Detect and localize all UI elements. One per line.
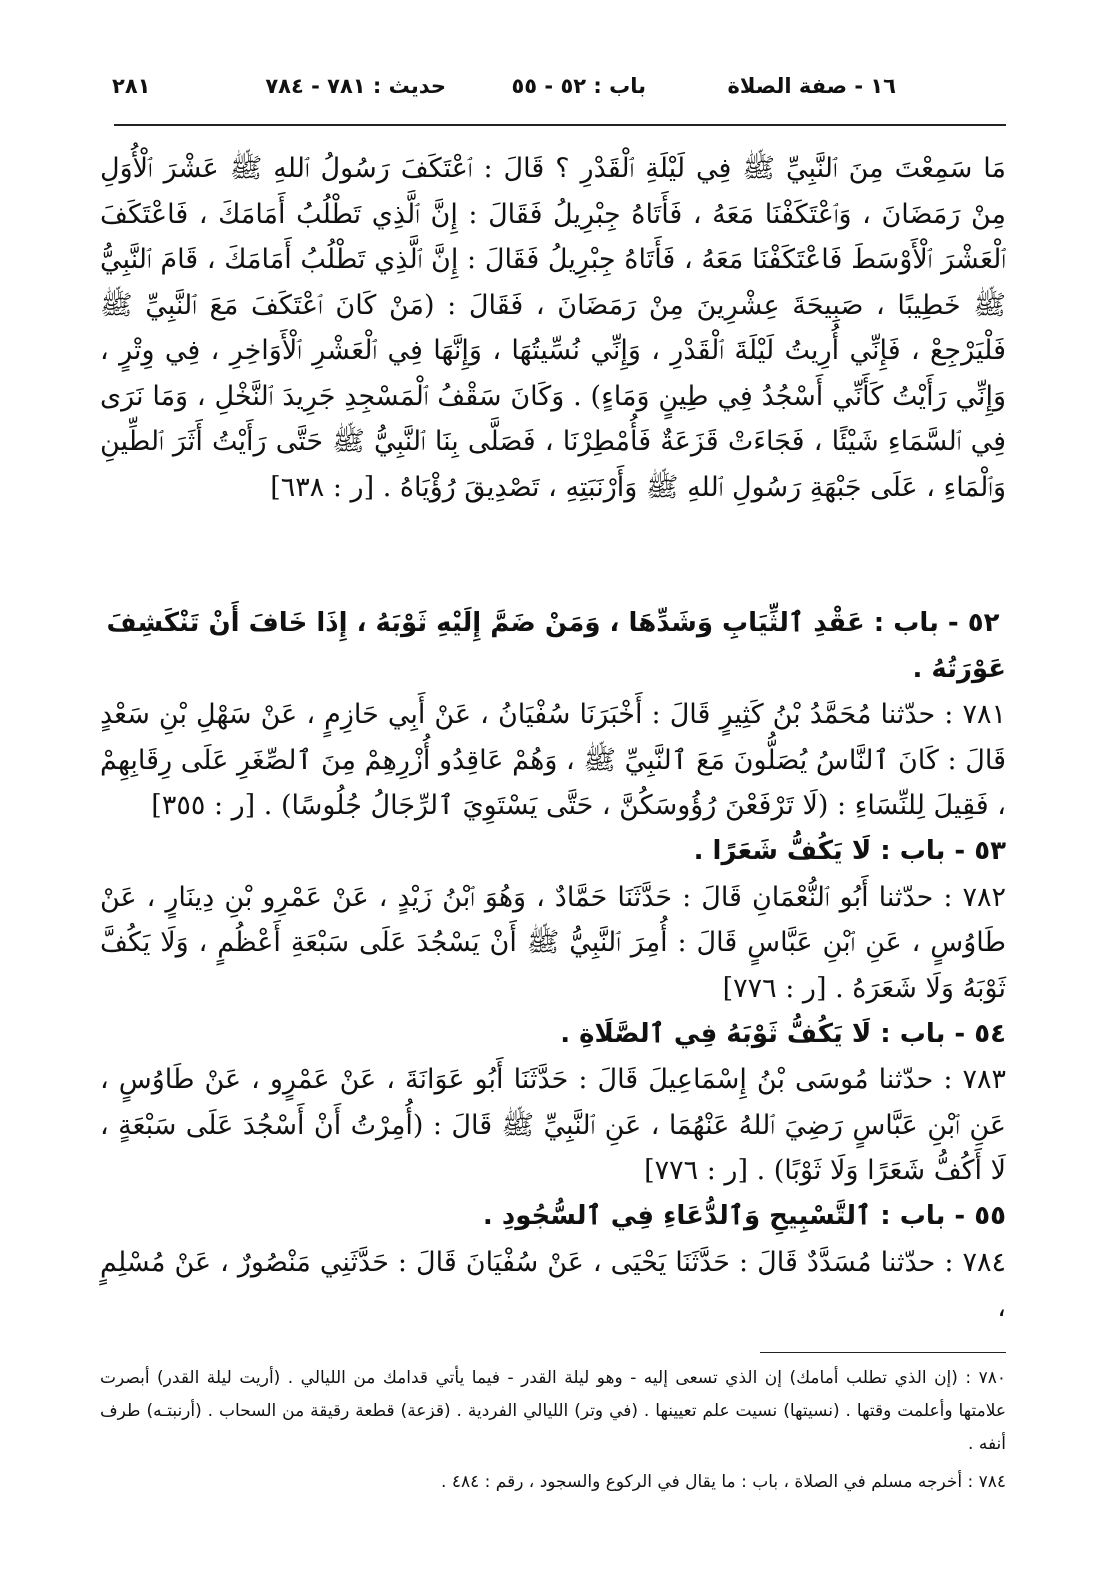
hadith-784: ٧٨٤ : حدّثنا مُسَدَّدٌ قَالَ : حَدَّثَنَا يَحْيَى ، عَنْ سُفْيَانَ قَالَ : حَدَّثَنِي مَنْصُورٌ ، عَنْ مُسْلِمٍ ، <box>100 1246 1006 1323</box>
page-number: ٢٨١ <box>112 74 151 98</box>
hadith-782: ٧٨٢ : حدّثنا أَبُو ٱلنُّعْمَانِ قَالَ : حَدَّثَنَا حَمَّادٌ ، وَهُوَ ٱبْنُ زَيْدٍ ، عَنْ عَمْرِو بْنِ دِينَارٍ ، عَنْ طَاوُسٍ ، عَنِ ٱبْنِ عَبَّاسٍ قَالَ : أُمِرَ ٱلنَّبِيُّ ﷺ أَنْ يَسْجُدَ عَلَى سَبْعَةِ أَعْظُمٍ ، وَلَا يَكُفَّ ثَوْبَهُ وَلَا شَعَرَهُ . [ر : ٧٧٦] <box>100 881 1006 1004</box>
footnote-780: ٧٨٠ : (إن الذي تطلب أمامك) إن الذي تسعى إليه - وهو ليلة القدر - فيما يأتي قدامك من الليالي . (أريت ليلة القدر) أبصرت علامتها وأعلمت وقتها . (نسيتها) نسيت علم تعيينها . (في وتر) الليالي الفردية . (قزعة) قطعة رقيقة من السحاب . (أرنبتـه) طرف أنفه . <box>100 1368 1006 1454</box>
hadith-783: ٧٨٣ : حدّثنا مُوسَى بْنُ إِسْمَاعِيلَ قَالَ : حَدَّثَنَا أَبُو عَوَانَةَ ، عَنْ عَمْرٍو ، عَنْ طَاوُسٍ ، عَنِ ٱبْنِ عَبَّاسٍ رَضِيَ ٱللهُ عَنْهُمَا ، عَنِ ٱلنَّبِيِّ ﷺ قَالَ : (أُمِرْتُ أَنْ أَسْجُدَ عَلَى سَبْعَةٍ ، لَا أَكُفُّ شَعَرًا وَلَا ثَوْبًا) . [ر : ٧٧٦] <box>100 1064 1006 1186</box>
chapter-title: ١٦ - صفة الصلاة <box>727 74 896 98</box>
footnote-784: ٧٨٤ : أخرجه مسلم في الصلاة ، باب : ما يقال في الركوع والسجود ، رقم : ٤٨٤ . <box>441 1472 1006 1492</box>
book-page <box>100 68 1006 1348</box>
header-rule <box>114 124 1006 126</box>
main-text <box>100 146 1006 1323</box>
bab-52-heading: ٥٢ - باب : عَقْدِ ٱلثِّيَابِ وَشَدِّهَا ، وَمَنْ ضَمَّ إِلَيْهِ ثَوْبَهُ ، إِذَا خَافَ أَنْ تَنْكَشِفَ عَوْرَتُهُ . <box>106 608 1006 684</box>
bab-range: باب : ٥٢ - ٥٥ <box>511 74 646 98</box>
hadith-range: حديث : ٧٨١ - ٧٨٤ <box>265 74 446 98</box>
bab-54-heading: ٥٤ - باب : لَا يَكُفُّ ثَوْبَهُ فِي ٱلصَّلَاةِ . <box>560 1018 1006 1049</box>
footnote-rule <box>760 1352 1006 1353</box>
hadith-780-continuation: مَا سَمِعْتَ مِنَ ٱلنَّبِيِّ ﷺ فِي لَيْلَةِ ٱلْقَدْرِ ؟ قَالَ : ٱعْتَكَفَ رَسُولُ ٱللهِ ﷺ عَشْرَ ٱلْأُوَلِ مِنْ رَمَضَانَ ، وَٱعْتَكَفْنَا مَعَهُ ، فَأَتَاهُ جِبْرِيلُ فَقَالَ : إِنَّ ٱلَّذِي تَطْلُبُ أَمَامَكَ ، فَاعْتَكَفَ ٱلْعَشْرَ ٱلْأَوْسَطَ فَاعْتَكَفْنَا مَعَهُ ، فَأَتَاهُ جِبْرِيلُ فَقَالَ : إِنَّ ٱلَّذِي تَطْلُبُ أَمَامَكَ ، قَامَ ٱلنَّبِيُّ ﷺ خَطِيبًا ، صَبِيحَةَ عِشْرِينَ مِنْ رَمَضَانَ ، فَقَالَ : (مَنْ كَانَ ٱعْتَكَفَ مَعَ ٱلنَّبِيِّ ﷺ فَلْيَرْجِعْ ، فَإِنِّي أُرِيتُ لَيْلَةَ ٱلْقَدْرِ ، وَإِنِّي نُسِّيتُهَا ، وَإِنَّهَا فِي ٱلْعَشْرِ ٱلْأَوَاخِرِ ، فِي وِتْرٍ ، وَإِنِّي رَأَيْتُ كَأَنِّي أَسْجُدُ فِي طِينٍ وَمَاءٍ) . وَكَانَ سَقْفُ ٱلْمَسْجِدِ جَرِيدَ ٱلنَّخْلِ ، وَمَا نَرَى فِي ٱلسَّمَاءِ شَيْئًا ، فَجَاءَتْ قَزَعَةٌ فَأُمْطِرْنَا ، فَصَلَّى بِنَا ٱلنَّبِيُّ ﷺ حَتَّى رَأَيْتُ أَثَرَ ٱلطِّينِ وَٱلْمَاءِ ، عَلَى جَبْهَةِ رَسُولِ ٱللهِ ﷺ وَأَرْنَبَتِهِ ، تَصْدِيقَ رُؤْيَاهُ . [ر : ٦٣٨] <box>100 153 1006 503</box>
bab-53-heading: ٥٣ - باب : لَا يَكُفُّ شَعَرًا . <box>693 836 1006 866</box>
running-header <box>100 68 1006 112</box>
bab-55-heading: ٥٥ - باب : ٱلتَّسْبِيحِ وَٱلدُّعَاءِ فِي ٱلسُّجُودِ . <box>482 1201 1006 1231</box>
hadith-781: ٧٨١ : حدّثنا مُحَمَّدُ بْنُ كَثِيرٍ قَالَ : أَخْبَرَنَا سُفْيَانُ ، عَنْ أَبِي حَازِمٍ ، عَنْ سَهْلِ بْنِ سَعْدٍ قَالَ : كَانَ ٱلنَّاسُ يُصَلُّونَ مَعَ ٱلنَّبِيِّ ﷺ ، وَهُمْ عَاقِدُو أُزْرِهِمْ مِنَ ٱلصِّغَرِ عَلَى رِقَابِهِمْ ، فَقِيلَ لِلنِّسَاءِ : (لَا تَرْفَعْنَ رُؤُوسَكُنَّ ، حَتَّى يَسْتَوِيَ ٱلرِّجَالُ جُلُوسًا) . [ر : ٣٥٥] <box>100 699 1006 821</box>
